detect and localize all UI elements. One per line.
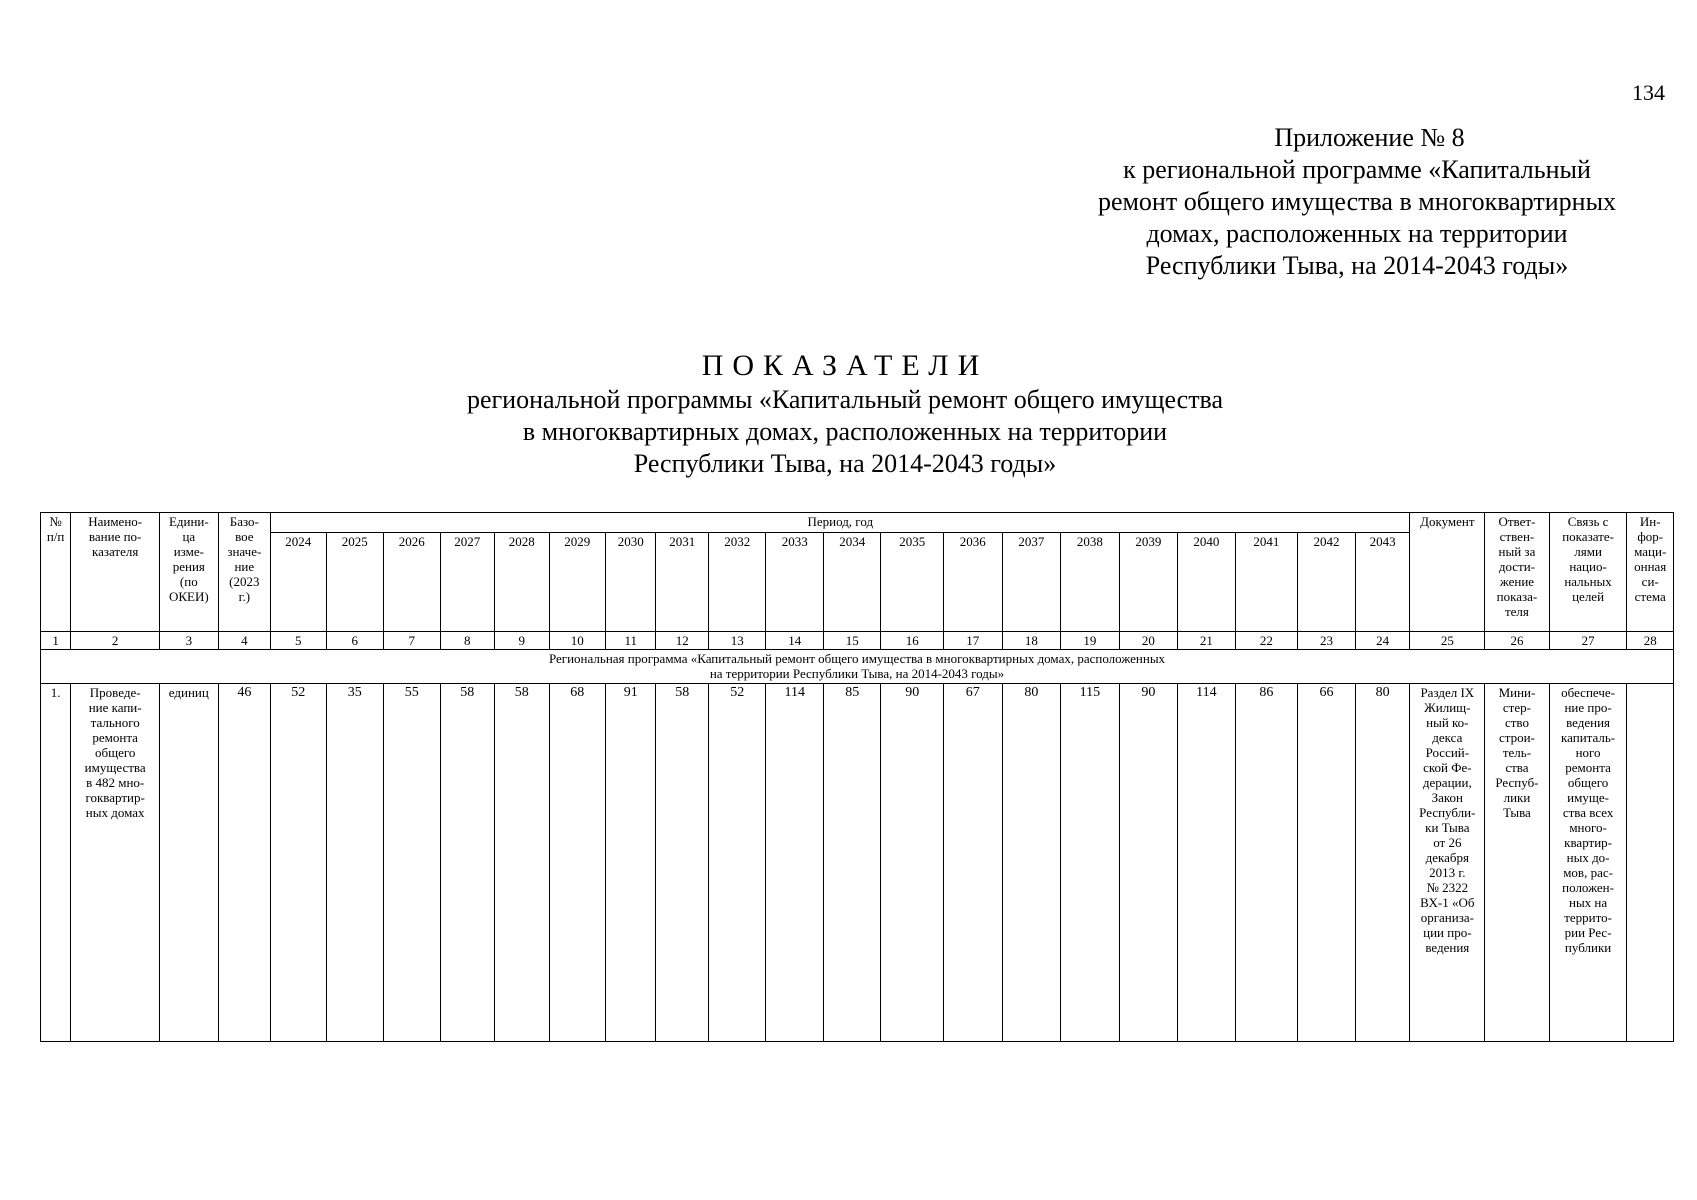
header-year: 2040 bbox=[1178, 533, 1236, 632]
section-title: Региональная программа «Капитальный ремонт общего имущества в многоквартирных домах, расположенных на территории Республики Тыва, на 2014-2043 годы» bbox=[41, 650, 1674, 684]
header-num: № п/п bbox=[41, 513, 71, 632]
row-name: Проведе- ние капи- тального ремонта общего имущества в 482 мно- гоквартир- ных домах bbox=[71, 684, 160, 1042]
column-number: 21 bbox=[1178, 632, 1236, 650]
header-year: 2036 bbox=[944, 533, 1003, 632]
header-name: Наимено- вание по- казателя bbox=[71, 513, 160, 632]
row-document: Раздел IX Жилищ- ный ко- декса Россий- ской Фе- дерации, Закон Республи- ки Тыва от 26 декабря 2013 г. № 2322 ВХ-1 «Об организа- ции про- ведения bbox=[1410, 684, 1485, 1042]
column-number: 9 bbox=[495, 632, 549, 650]
header-year: 2033 bbox=[766, 533, 824, 632]
column-number: 1 bbox=[41, 632, 71, 650]
column-number: 4 bbox=[218, 632, 270, 650]
column-number: 27 bbox=[1549, 632, 1627, 650]
row-year-value: 68 bbox=[549, 684, 606, 1042]
header-year: 2028 bbox=[495, 533, 549, 632]
row-unit: единиц bbox=[160, 684, 219, 1042]
column-number: 3 bbox=[160, 632, 219, 650]
row-year-value: 52 bbox=[708, 684, 766, 1042]
header-unit: Едини- ца изме- рения (по ОКЕИ) bbox=[160, 513, 219, 632]
row-year-value: 86 bbox=[1235, 684, 1298, 1042]
appendix-line: к региональной программе «Капитальный bbox=[1123, 155, 1591, 184]
row-year-value: 58 bbox=[495, 684, 549, 1042]
header-year: 2043 bbox=[1355, 533, 1410, 632]
indicators-table bbox=[40, 512, 1674, 1042]
row-responsible: Мини- стер- ство строи- тель- ства Респуб- лики Тыва bbox=[1485, 684, 1550, 1042]
document-title: ПОКАЗАТЕЛИ bbox=[701, 349, 989, 382]
row-year-value: 114 bbox=[1178, 684, 1236, 1042]
row-year-value: 85 bbox=[823, 684, 881, 1042]
document-subtitle-line: региональной программы «Капитальный ремонт общего имущества bbox=[466, 385, 1224, 414]
row-base: 46 bbox=[218, 684, 270, 1042]
header-year: 2037 bbox=[1002, 533, 1061, 632]
table-row bbox=[41, 684, 1674, 1042]
header-document: Документ bbox=[1410, 513, 1485, 632]
header-year: 2031 bbox=[656, 533, 708, 632]
row-year-value: 80 bbox=[1355, 684, 1410, 1042]
column-number: 6 bbox=[326, 632, 384, 650]
column-number: 22 bbox=[1235, 632, 1298, 650]
column-number: 7 bbox=[384, 632, 441, 650]
column-number: 8 bbox=[440, 632, 494, 650]
column-number: 25 bbox=[1410, 632, 1485, 650]
appendix-line: Приложение № 8 bbox=[1274, 123, 1465, 152]
row-year-value: 114 bbox=[766, 684, 824, 1042]
document-subtitle-line: Республики Тыва, на 2014-2043 годы» bbox=[633, 449, 1057, 478]
column-number: 13 bbox=[708, 632, 766, 650]
appendix-line: ремонт общего имущества в многоквартирных bbox=[1097, 187, 1617, 216]
column-number: 10 bbox=[549, 632, 606, 650]
header-year: 2041 bbox=[1235, 533, 1298, 632]
column-number: 15 bbox=[823, 632, 881, 650]
row-year-value: 91 bbox=[606, 684, 656, 1042]
column-number: 26 bbox=[1485, 632, 1550, 650]
row-num: 1. bbox=[41, 684, 71, 1042]
header-year: 2024 bbox=[271, 533, 326, 632]
column-number: 14 bbox=[766, 632, 824, 650]
row-year-value: 58 bbox=[440, 684, 494, 1042]
column-number: 24 bbox=[1355, 632, 1410, 650]
row-year-value: 55 bbox=[384, 684, 441, 1042]
header-year: 2026 bbox=[384, 533, 441, 632]
section-row bbox=[41, 650, 1674, 684]
column-number: 20 bbox=[1119, 632, 1178, 650]
header-year: 2034 bbox=[823, 533, 881, 632]
document-subtitle-line: в многоквартирных домах, расположенных на территории bbox=[522, 417, 1168, 446]
appendix-line: домах, расположенных на территории bbox=[1146, 219, 1568, 248]
header-base: Базо- вое значе- ние (2023 г.) bbox=[218, 513, 270, 632]
row-year-value: 115 bbox=[1061, 684, 1120, 1042]
column-number: 16 bbox=[881, 632, 944, 650]
row-year-value: 66 bbox=[1298, 684, 1356, 1042]
column-number: 12 bbox=[656, 632, 708, 650]
column-number: 17 bbox=[944, 632, 1003, 650]
row-year-value: 35 bbox=[326, 684, 384, 1042]
header-year: 2025 bbox=[326, 533, 384, 632]
header-year: 2029 bbox=[549, 533, 606, 632]
appendix-block bbox=[1062, 122, 1652, 282]
header-period: Период, год bbox=[271, 513, 1410, 533]
column-number: 19 bbox=[1061, 632, 1120, 650]
column-number: 23 bbox=[1298, 632, 1356, 650]
header-year: 2039 bbox=[1119, 533, 1178, 632]
row-year-value: 80 bbox=[1002, 684, 1061, 1042]
column-number-row bbox=[41, 632, 1674, 650]
header-year: 2042 bbox=[1298, 533, 1356, 632]
header-year: 2027 bbox=[440, 533, 494, 632]
appendix-line: Республики Тыва, на 2014-2043 годы» bbox=[1145, 251, 1569, 280]
header-year: 2030 bbox=[606, 533, 656, 632]
header-year: 2038 bbox=[1061, 533, 1120, 632]
row-year-value: 90 bbox=[881, 684, 944, 1042]
header-responsible: Ответ- ствен- ный за дости- жение показа- теля bbox=[1485, 513, 1550, 632]
page-number: 134 bbox=[1632, 80, 1665, 105]
row-year-value: 67 bbox=[944, 684, 1003, 1042]
header-year: 2035 bbox=[881, 533, 944, 632]
header-link: Связь с показате- лями нацио- нальных целей bbox=[1549, 513, 1627, 632]
row-info bbox=[1627, 684, 1674, 1042]
header-info: Ин- фор- маци- онная си- стема bbox=[1627, 513, 1674, 632]
document-heading bbox=[262, 348, 1428, 480]
row-link: обеспече- ние про- ведения капиталь- ного ремонта общего имуще- ства всех много- квартир- ных до- мов, рас- положен- ных на террито- рии Рес- публики bbox=[1549, 684, 1627, 1042]
column-number: 11 bbox=[606, 632, 656, 650]
header-row bbox=[41, 513, 1674, 533]
column-number: 18 bbox=[1002, 632, 1061, 650]
header-year: 2032 bbox=[708, 533, 766, 632]
column-number: 28 bbox=[1627, 632, 1674, 650]
row-year-value: 52 bbox=[271, 684, 326, 1042]
column-number: 2 bbox=[71, 632, 160, 650]
column-number: 5 bbox=[271, 632, 326, 650]
row-year-value: 90 bbox=[1119, 684, 1178, 1042]
row-year-value: 58 bbox=[656, 684, 708, 1042]
